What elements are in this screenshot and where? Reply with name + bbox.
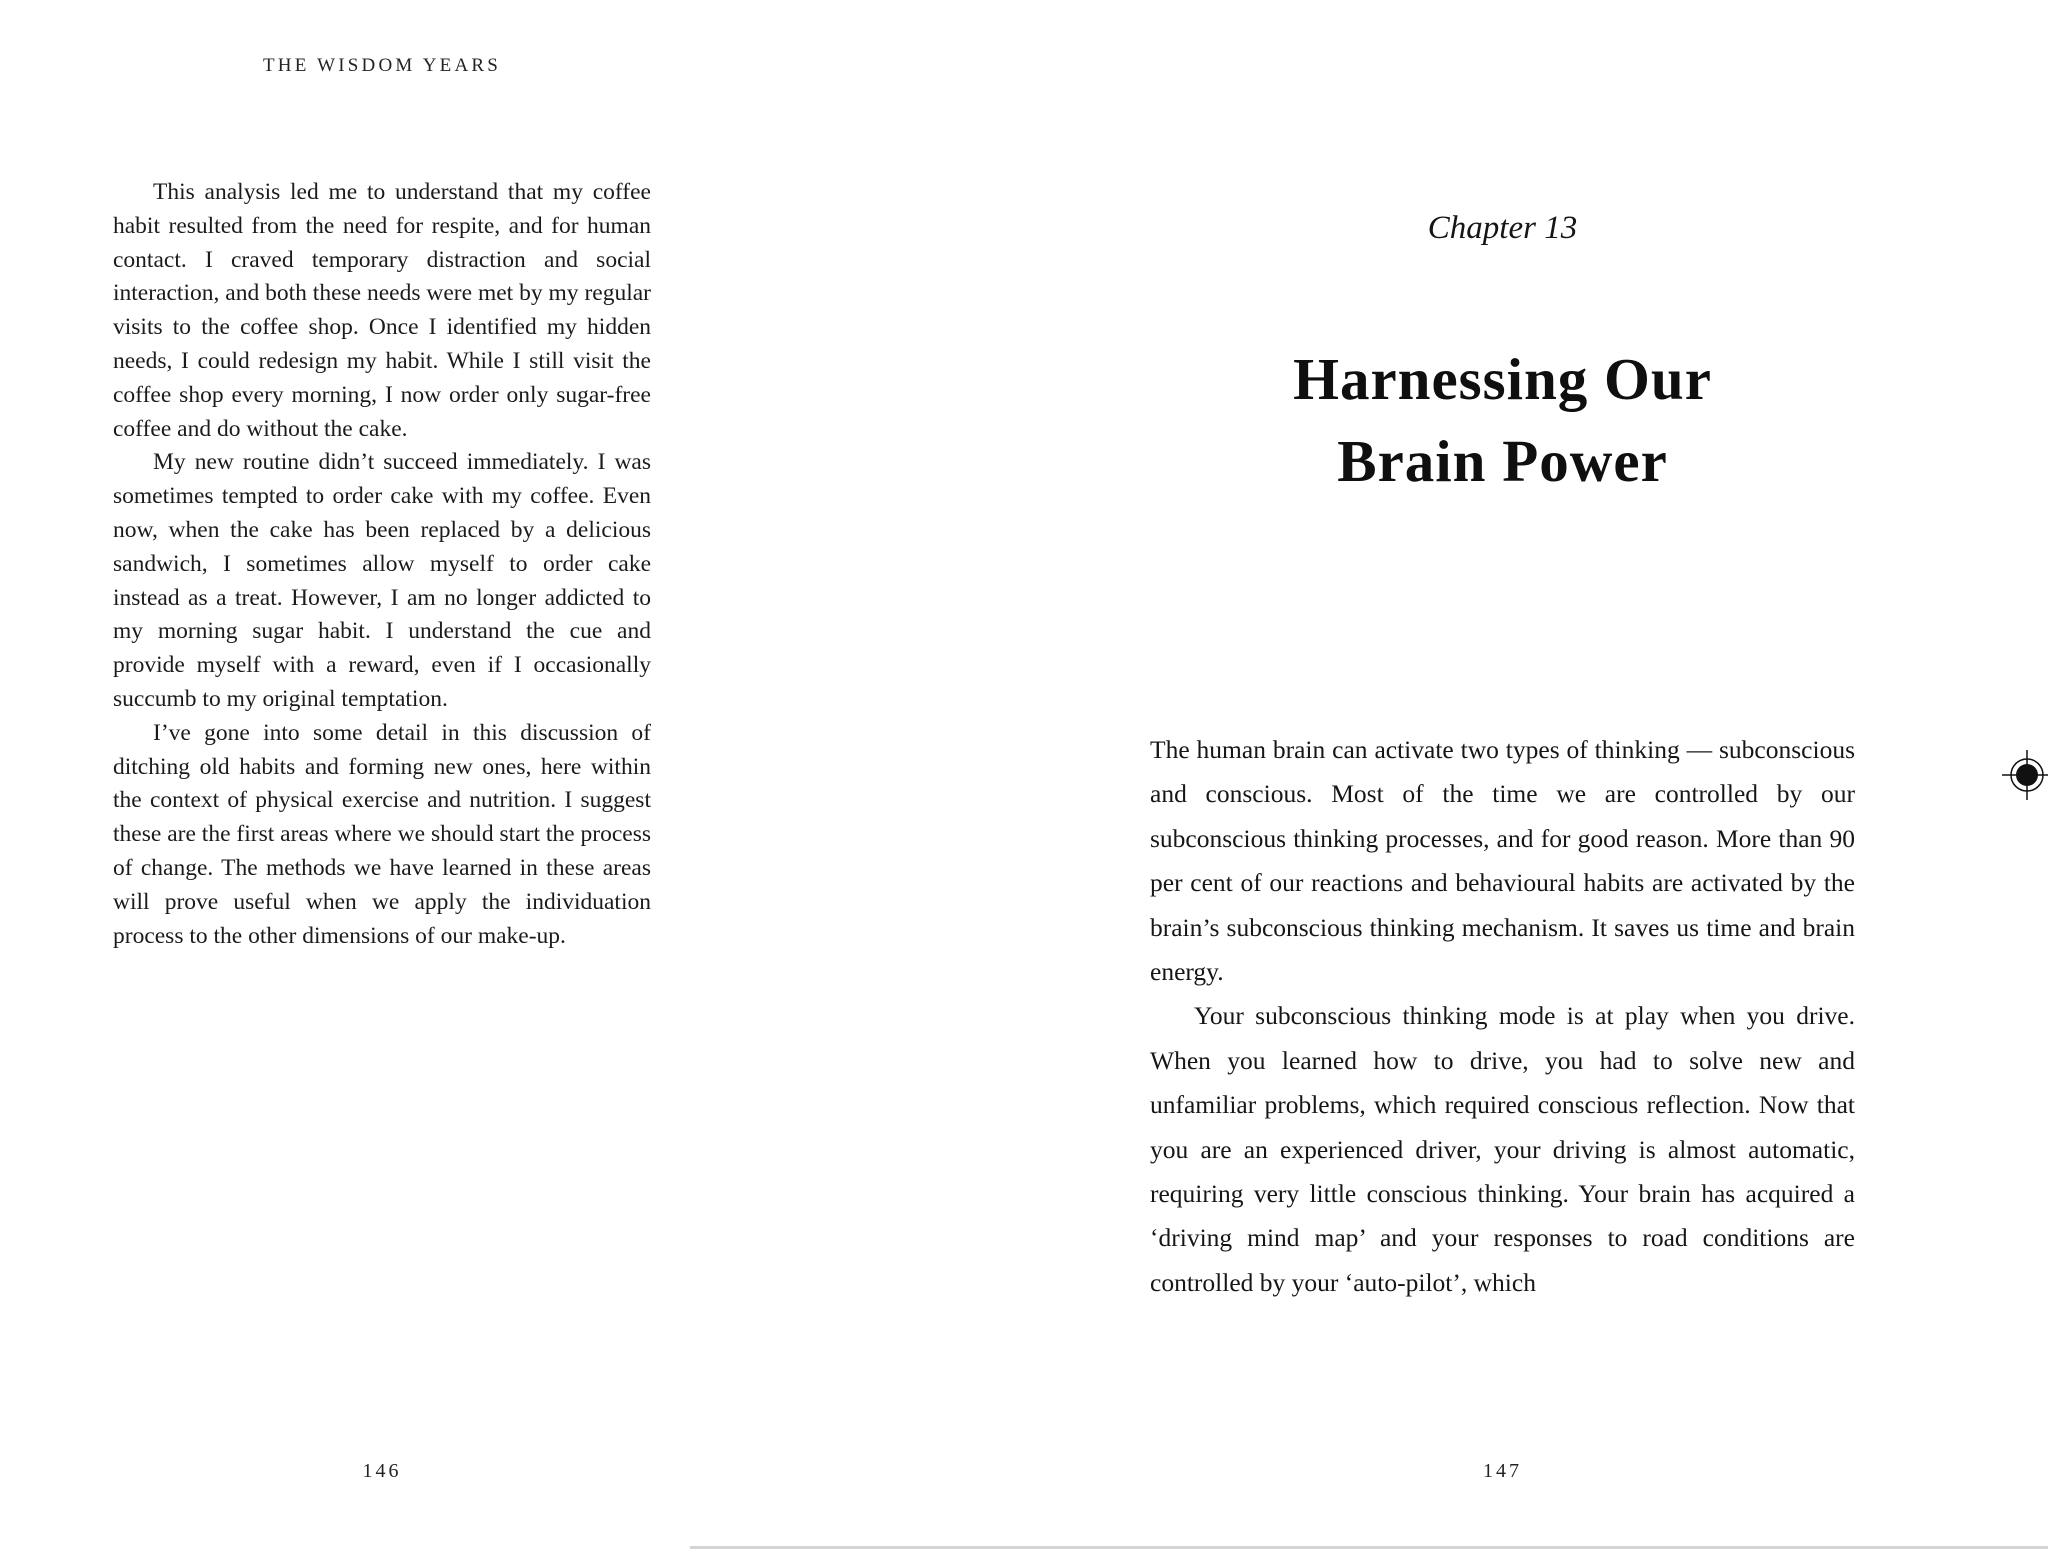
running-header: THE WISDOM YEARS <box>262 55 502 76</box>
chapter-title <box>1150 338 1855 502</box>
right-page-number: 147 <box>1483 1460 1522 1482</box>
right-page-paragraph: Your subconscious thinking mode is at play when you drive. When you learned how to drive, you had to solve new and unfamiliar problems, which required conscious reflection. Now that you are an experienced driver, your driving is almost automatic, requiring very little conscious thinking. Your brain has acquired a ‘driving mind map’ and your responses to road conditions are controlled by your ‘auto-pilot’, which <box>1150 1001 1855 1297</box>
chapter-title-line: Harnessing Our <box>1293 346 1712 412</box>
left-page-number: 146 <box>362 1460 402 1482</box>
right-page-text-block <box>1150 728 1855 1305</box>
left-page-paragraph: This analysis led me to understand that my coffee habit resulted from the need for respite, and for human contact. I craved temporary distraction and social interaction, and both these needs were met by my regular visits to the coffee shop. Once I identified my hidden needs, I could redesign my habit. While I still visit the coffee shop every morning, I now order only sugar-free coffee and do without the cake. <box>113 179 651 442</box>
chapter-title-line: Brain Power <box>1337 428 1668 494</box>
right-page-paragraph: The human brain can activate two types of thinking — subconscious and conscious. Most of the time we are controlled by our subconscious thinking processes, and for good reason. More than 90 per cent of our reactions and behavioural habits are activated by the brain’s subconscious thinking mechanism. It saves us time and brain energy. <box>1150 735 1855 987</box>
left-page-paragraph: My new routine didn’t succeed immediately. I was sometimes tempted to order cake with my coffee. Even now, when the cake has been replaced by a delicious sandwich, I sometimes allow myself to order cake instead as a treat. However, I am no longer addicted to my morning sugar habit. I understand the cue and provide myself with a reward, even if I occasionally succumb to my original temptation. <box>113 449 651 712</box>
left-page-text-block <box>113 176 651 953</box>
left-page-paragraph: I’ve gone into some detail in this discussion of ditching old habits and forming new ones, here within the context of physical exercise and nutrition. I suggest these are the first areas where we should start the process of change. The methods we have learned in these areas will prove useful when we apply the individuation process to the other dimensions of our make-up. <box>113 719 651 949</box>
chapter-label: Chapter 13 <box>1427 210 1578 246</box>
registration-crosshair-icon <box>1999 747 2048 803</box>
